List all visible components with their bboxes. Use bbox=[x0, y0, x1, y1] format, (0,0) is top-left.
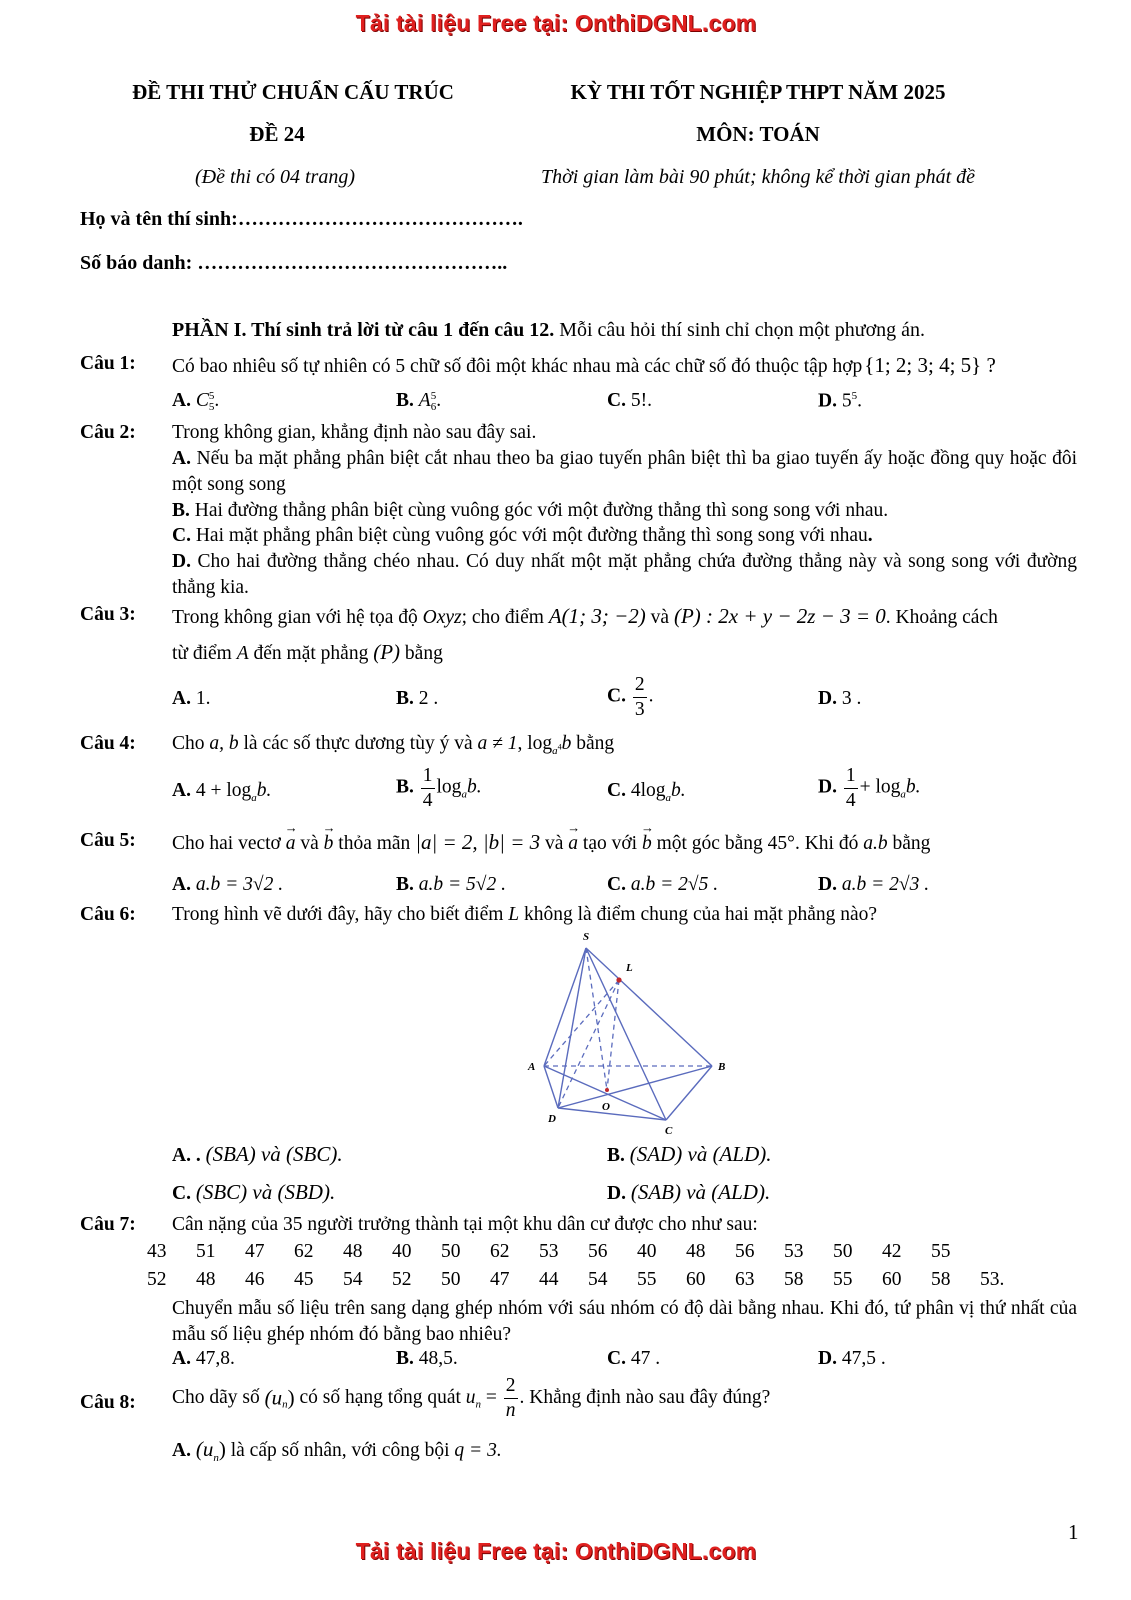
option-text: Nếu ba mặt phẳng phân biệt cắt nhau theo ba giao tuyến phân biệt thì ba giao tuyến ấy hoặc đồng quy hoặc đôi một song song bbox=[172, 448, 1077, 495]
exam-type-title: ĐỀ THI THỬ CHUẨN CẤU TRÚC bbox=[132, 80, 454, 104]
denominator: n bbox=[505, 1399, 516, 1421]
data-value: 52 bbox=[392, 1269, 412, 1290]
log-base: a bbox=[552, 744, 558, 757]
q2-option-d bbox=[172, 549, 1077, 601]
data-value: 44 bbox=[539, 1269, 559, 1290]
q4-option-a bbox=[172, 780, 271, 804]
q4-option-c bbox=[607, 780, 686, 804]
time-note: Thời gian làm bài 90 phút; không kể thời gian phát đề bbox=[540, 166, 976, 188]
q6-option-c bbox=[172, 1180, 335, 1205]
q8-label: Câu 8: bbox=[80, 1392, 136, 1413]
option-value: a.b = 2√5 . bbox=[630, 874, 719, 895]
option-label: B. bbox=[396, 874, 414, 895]
part1-heading bbox=[172, 319, 925, 342]
option-label: A. bbox=[172, 874, 191, 895]
option-label: C. bbox=[607, 1348, 626, 1369]
text: thỏa mãn bbox=[333, 833, 416, 854]
argument: b bbox=[561, 733, 572, 754]
data-value: 47 bbox=[490, 1269, 510, 1290]
text: Cho hai vectơ bbox=[172, 833, 286, 854]
q2-option-c: C. Hai mặt phẳng phân biệt cùng vuông góc với một đường thẳng thì song song với nhau. bbox=[172, 525, 873, 546]
student-id-label: Số báo danh: bbox=[80, 252, 198, 274]
data-value: 42 bbox=[882, 1241, 902, 1262]
option-text: là cấp số nhân, với công bội bbox=[225, 1440, 455, 1461]
log-base: a bbox=[665, 791, 672, 804]
edge-cb bbox=[666, 1066, 712, 1120]
angle: 45° bbox=[767, 833, 795, 854]
text: và bbox=[295, 833, 324, 854]
data-value: 63 bbox=[735, 1269, 755, 1290]
option-label: D. bbox=[818, 874, 837, 895]
q3-option-c: C. $\frac{2}{3}$ . bbox=[607, 674, 654, 720]
label-s: S bbox=[583, 931, 590, 943]
option-label: D. bbox=[172, 551, 191, 572]
data-value: 62 bbox=[294, 1241, 314, 1262]
equals: = bbox=[481, 1387, 502, 1408]
variables: a, b bbox=[209, 733, 239, 754]
option-label: D. bbox=[818, 776, 837, 798]
option-label: A. bbox=[172, 390, 191, 411]
denominator: 3 bbox=[634, 698, 645, 720]
text: , bbox=[517, 733, 528, 754]
text: có số hạng tổng quát bbox=[294, 1387, 466, 1408]
data-value: 62 bbox=[490, 1241, 510, 1262]
exam-name-title: KỲ THI TỐT NGHIỆP THPT NĂM 2025 bbox=[570, 80, 946, 104]
argument: b. bbox=[671, 780, 686, 801]
watermark-bottom: Tải tài liệu Free tại: OnthiDGNL.com bbox=[355, 1538, 757, 1564]
q3-option-a bbox=[172, 688, 210, 710]
segment-la bbox=[544, 980, 619, 1066]
option-value: a.b = 5√2 . bbox=[418, 874, 507, 895]
q7-option-d bbox=[818, 1348, 886, 1370]
text: và bbox=[645, 607, 674, 628]
text: là các số thực dương tùy ý và bbox=[238, 733, 478, 754]
option-value: 5!. bbox=[630, 390, 652, 411]
data-value: 53 bbox=[539, 1241, 559, 1262]
option-label: A. . bbox=[172, 1145, 201, 1166]
option-label: D. bbox=[818, 688, 837, 709]
argument: b. bbox=[256, 780, 272, 801]
text: Trong không gian với hệ tọa độ bbox=[172, 607, 423, 628]
q5-option-c bbox=[607, 874, 718, 896]
exam-code: ĐỀ 24 bbox=[249, 122, 305, 146]
edge-ad bbox=[544, 1066, 558, 1108]
data-value: 45 bbox=[294, 1269, 314, 1290]
data-value: 58 bbox=[931, 1269, 951, 1290]
watermark-top: Tải tài liệu Free tại: OnthiDGNL.com bbox=[355, 10, 757, 36]
data-value: 40 bbox=[392, 1241, 412, 1262]
data-value: 54 bbox=[343, 1269, 363, 1290]
q1-text: Có bao nhiêu số tự nhiên có 5 chữ số đôi một khác nhau mà các chữ số đó thuộc tập hợp bbox=[172, 356, 863, 377]
text: tạo với bbox=[578, 833, 642, 854]
data-value: 52 bbox=[147, 1269, 167, 1290]
data-value: 48 bbox=[196, 1269, 216, 1290]
subscript: 5 bbox=[208, 400, 215, 413]
data-value: 50 bbox=[441, 1241, 461, 1262]
label-l: L bbox=[626, 962, 633, 974]
plane: (P) bbox=[373, 640, 401, 664]
data-value: 56 bbox=[588, 1241, 608, 1262]
option-label: A. bbox=[172, 688, 191, 709]
label-b: B bbox=[718, 1061, 726, 1073]
sequence: (u bbox=[264, 1385, 283, 1410]
data-value: 58 bbox=[784, 1269, 804, 1290]
q4-label: Câu 4: bbox=[80, 733, 136, 754]
q2-option-b bbox=[172, 498, 1077, 524]
paren: ) bbox=[287, 1385, 295, 1410]
option-value: (SAD) và (ALD). bbox=[629, 1142, 772, 1166]
text: bằng bbox=[400, 643, 443, 664]
subject-title: MÔN: TOÁN bbox=[696, 122, 820, 146]
option-label: B. bbox=[396, 1348, 414, 1369]
numerator: 2 bbox=[504, 1376, 518, 1399]
option-value: 47 . bbox=[630, 1348, 661, 1369]
edge-db bbox=[558, 1066, 712, 1108]
q7-data-row-2 bbox=[147, 1269, 1029, 1291]
q5-option-b bbox=[396, 874, 506, 896]
q7-option-c bbox=[607, 1348, 660, 1370]
option-label: C. bbox=[607, 685, 626, 707]
option-label: C. bbox=[607, 780, 626, 801]
option-value: a.b = 2√3 . bbox=[841, 874, 930, 895]
point-o-dot bbox=[605, 1088, 609, 1092]
q7-label: Câu 7: bbox=[80, 1214, 136, 1235]
argument: b. bbox=[466, 776, 482, 798]
text: một góc bằng bbox=[651, 833, 768, 854]
q6-stem bbox=[172, 904, 877, 926]
dot-product: a.b bbox=[863, 833, 888, 854]
option-value: log bbox=[436, 776, 462, 798]
paren: ) bbox=[218, 1437, 226, 1461]
data-value: 51 bbox=[196, 1241, 216, 1262]
denominator: 4 bbox=[422, 789, 433, 811]
q1-option-c bbox=[607, 390, 652, 412]
text: đến mặt phẳng bbox=[248, 643, 374, 664]
text: . Khi đó bbox=[794, 833, 864, 854]
vector-a: → a bbox=[568, 833, 578, 855]
option-label: B. bbox=[396, 688, 414, 709]
log-base: a bbox=[461, 788, 467, 801]
data-value: 50 bbox=[833, 1241, 853, 1262]
option-label: B. bbox=[396, 390, 414, 411]
data-value: 48 bbox=[343, 1241, 363, 1262]
option-label: A. bbox=[172, 1440, 191, 1461]
text: Trong hình vẽ dưới đây, hãy cho biết điểm bbox=[172, 904, 509, 925]
q5-label: Câu 5: bbox=[80, 830, 136, 851]
option-value: 1. bbox=[195, 688, 211, 709]
text: bằng bbox=[887, 833, 931, 854]
option-value: (SAB) và (ALD). bbox=[630, 1180, 771, 1204]
text: và bbox=[540, 833, 569, 854]
option-value: 5 bbox=[841, 390, 852, 412]
page-count-note: (Đề thi có 04 trang) bbox=[195, 166, 355, 188]
q7-option-b bbox=[396, 1348, 458, 1370]
data-value: 53. bbox=[980, 1269, 1005, 1290]
option-label: A. bbox=[172, 448, 191, 469]
coord-system: Oxyz bbox=[422, 607, 462, 628]
subscript: n bbox=[282, 1398, 288, 1411]
magnitude-condition: |a| = 2, |b| = 3 bbox=[415, 830, 541, 854]
option-text: Cho hai đường thẳng chéo nhau. Có duy nhất một mặt phẳng chứa đường thẳng này và song song với đường thẳng kia. bbox=[172, 551, 1077, 598]
option-label: A. bbox=[172, 780, 191, 801]
data-value: 47 bbox=[245, 1241, 265, 1262]
student-id-line bbox=[80, 252, 507, 275]
base-exponent: 4 bbox=[557, 742, 562, 752]
q5-option-a bbox=[172, 874, 283, 896]
option-value: A bbox=[418, 390, 431, 411]
page-number: 1 bbox=[1068, 1520, 1079, 1544]
option-text: Hai mặt phẳng phân biệt cùng vuông góc với một đường thẳng thì song song với nhau bbox=[195, 525, 868, 546]
option-label: B. bbox=[607, 1145, 625, 1166]
plane-equation: (P) : 2x + y − 2z − 3 = 0 bbox=[673, 604, 886, 628]
point-l-dot bbox=[616, 977, 621, 982]
option-label: C. bbox=[172, 525, 191, 546]
option-label: D. bbox=[818, 390, 837, 412]
edge-sd bbox=[558, 948, 586, 1108]
student-id-dots: ……………………………………….. bbox=[197, 252, 508, 274]
q5-option-d bbox=[818, 874, 929, 896]
data-value: 40 bbox=[637, 1241, 657, 1262]
text: không là điểm chung của hai mặt phẳng nào? bbox=[519, 904, 878, 925]
q1-option-d: D. $5^5$. bbox=[818, 390, 862, 412]
option-value: 4log bbox=[630, 780, 666, 801]
data-value: 60 bbox=[686, 1269, 706, 1290]
option-label: C. bbox=[607, 390, 626, 411]
data-value: 60 bbox=[882, 1269, 902, 1290]
option-text: Hai đường thẳng phân biệt cùng vuông góc với một đường thẳng thì song song với nhau. bbox=[194, 500, 889, 521]
q7-option-a bbox=[172, 1348, 235, 1370]
option-value: 47,8. bbox=[195, 1348, 235, 1369]
option-value: 48,5. bbox=[418, 1348, 458, 1369]
student-name-dots: ……………………………………. bbox=[237, 208, 523, 230]
superscript: 5 bbox=[208, 389, 215, 402]
data-value: 55 bbox=[637, 1269, 657, 1290]
option-value: a.b = 3√2 . bbox=[195, 874, 284, 895]
log-base: a bbox=[251, 791, 257, 804]
subscript: 6 bbox=[430, 400, 437, 413]
vector-b: → b bbox=[642, 833, 652, 855]
q1-stem bbox=[172, 353, 996, 378]
q2-option-a bbox=[172, 446, 1077, 498]
option-label: D. bbox=[818, 1348, 837, 1369]
log: log bbox=[527, 733, 553, 754]
q3-stem-line2 bbox=[172, 640, 443, 665]
q3-option-b bbox=[396, 688, 438, 710]
option-value: 47,5 . bbox=[841, 1348, 886, 1369]
denominator: 4 bbox=[845, 789, 856, 811]
q4-option-b bbox=[396, 766, 482, 810]
part1-instruction: Mỗi câu hỏi thí sinh chỉ chọn một phương án. bbox=[554, 319, 926, 341]
option-label: B. bbox=[172, 500, 190, 521]
option-label: D. bbox=[607, 1183, 626, 1204]
q8-option-a bbox=[172, 1437, 502, 1464]
q1-set: {1; 2; 3; 4; 5} ? bbox=[864, 353, 996, 377]
q6-option-d bbox=[607, 1180, 770, 1205]
general-term: u bbox=[465, 1387, 476, 1408]
q3-label: Câu 3: bbox=[80, 604, 136, 625]
point-a: A(1; 3; −2) bbox=[548, 604, 646, 628]
option-value: + log bbox=[859, 776, 901, 798]
edge-sb bbox=[586, 948, 712, 1066]
subscript: n bbox=[213, 1451, 219, 1464]
q3-stem-line1 bbox=[172, 604, 998, 629]
option-value: 4 + log bbox=[195, 780, 252, 801]
q4-stem bbox=[172, 733, 614, 757]
vector-a: → a bbox=[286, 833, 296, 855]
argument: b. bbox=[905, 776, 921, 798]
data-value: 53 bbox=[784, 1241, 804, 1262]
option-label: C. bbox=[172, 1183, 191, 1204]
option-label: C. bbox=[607, 874, 626, 895]
option-label: B. bbox=[396, 776, 414, 798]
condition: a ≠ 1 bbox=[477, 733, 518, 754]
data-value: 50 bbox=[441, 1269, 461, 1290]
data-value: 46 bbox=[245, 1269, 265, 1290]
data-value: 55 bbox=[931, 1241, 951, 1262]
q7-text: Cân nặng của 35 người trưởng thành tại một khu dân cư được cho như sau: bbox=[172, 1214, 758, 1235]
numerator: 1 bbox=[421, 766, 435, 789]
option-value: C bbox=[195, 390, 209, 411]
q8-stem bbox=[172, 1376, 770, 1420]
superscript: 5 bbox=[430, 389, 437, 402]
point-l: L bbox=[508, 904, 520, 925]
edge-dc bbox=[558, 1108, 666, 1120]
label-c: C bbox=[665, 1125, 673, 1137]
text: bằng bbox=[571, 733, 615, 754]
student-name-line bbox=[80, 208, 523, 231]
data-value: 54 bbox=[588, 1269, 608, 1290]
text: từ điểm bbox=[172, 643, 237, 664]
text: Cho dãy số bbox=[172, 1387, 265, 1408]
option-value: 3 . bbox=[841, 688, 862, 709]
log-base: a bbox=[900, 788, 906, 801]
q1-label: Câu 1: bbox=[80, 353, 136, 374]
q7-data-row-1 bbox=[147, 1241, 980, 1263]
q3-option-d bbox=[818, 688, 861, 710]
vector-b: → b bbox=[324, 833, 334, 855]
q7-question: Chuyển mẫu số liệu trên sang dạng ghép nhóm với sáu nhóm có độ dài bằng nhau. Khi đó, tứ phân vị thứ nhất của mẫu số liệu ghép nhóm đó bằng bao nhiêu? bbox=[172, 1298, 1077, 1345]
student-name-label: Họ và tên thí sinh: bbox=[80, 208, 238, 230]
option-value: (SBA) và (SBC). bbox=[205, 1142, 343, 1166]
option-value: 2 . bbox=[418, 688, 439, 709]
q6-option-a bbox=[172, 1142, 343, 1167]
data-value: 56 bbox=[735, 1241, 755, 1262]
label-a: A bbox=[528, 1061, 536, 1073]
q5-stem bbox=[172, 830, 930, 855]
q1-option-b: B. A 5 6 . bbox=[396, 389, 442, 413]
sequence: (u bbox=[195, 1437, 214, 1461]
part1-title: PHẦN I. Thí sinh trả lời từ câu 1 đến câu 12. bbox=[172, 319, 555, 341]
numerator: 1 bbox=[844, 766, 858, 789]
data-value: 55 bbox=[833, 1269, 853, 1290]
option-label: A. bbox=[172, 1348, 191, 1369]
ratio: q = 3. bbox=[454, 1440, 502, 1461]
q6-option-b bbox=[607, 1142, 771, 1167]
q2-label: Câu 2: bbox=[80, 422, 136, 443]
text: Cho bbox=[172, 733, 210, 754]
text: . Khẳng định nào sau đây đúng? bbox=[519, 1387, 771, 1408]
pyramid-figure bbox=[520, 928, 740, 1138]
q2-text: Trong không gian, khẳng định nào sau đây sai. bbox=[172, 422, 537, 443]
label-o: O bbox=[602, 1101, 610, 1113]
subscript: n bbox=[475, 1398, 482, 1411]
q1-option-a: A. C 5 5 . bbox=[172, 389, 220, 413]
text: ; cho điểm bbox=[461, 607, 549, 628]
label-d: D bbox=[548, 1113, 556, 1125]
data-value: 43 bbox=[147, 1241, 167, 1262]
q6-label: Câu 6: bbox=[80, 904, 136, 925]
numerator: 2 bbox=[633, 675, 647, 698]
edge-sa bbox=[544, 948, 586, 1066]
superscript: 5 bbox=[851, 390, 858, 402]
point: A bbox=[236, 643, 249, 664]
data-value: 48 bbox=[686, 1241, 706, 1262]
q4-option-d bbox=[818, 766, 921, 810]
text: . Khoảng cách bbox=[885, 607, 998, 628]
option-value: (SBC) và (SBD). bbox=[195, 1180, 336, 1204]
